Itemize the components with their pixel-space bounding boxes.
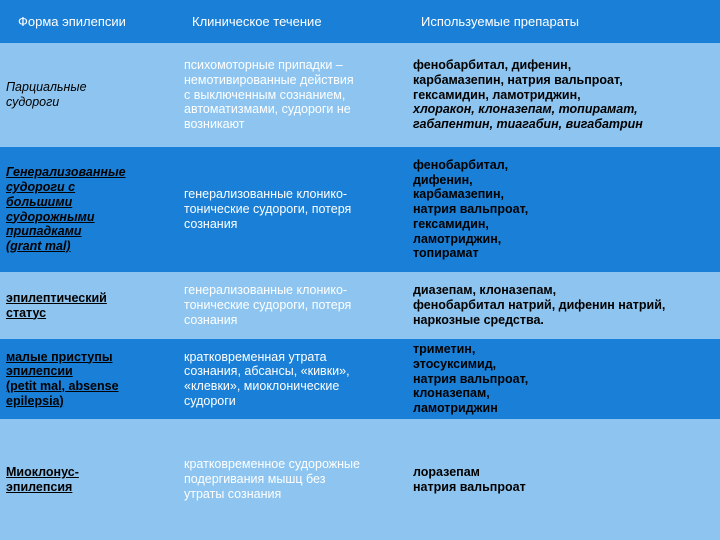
row2-drugs-line: фенобарбитал, [413, 157, 509, 172]
row3-course-line: генерализованные клонико- [184, 283, 348, 298]
row2-drugs-line: натрия вальпроат, [413, 202, 529, 217]
row4-course-line: сознания, абсансы, «кивки», [184, 364, 350, 379]
row2-drugs-line: дифенин, [413, 172, 473, 187]
row4-form-line: эпилепсии [6, 364, 73, 379]
row4-form-line: малые приступы [6, 349, 113, 364]
row1-course-line: психомоторные припадки – [184, 58, 343, 73]
row4-form-line: (petit mal, absense [6, 379, 119, 393]
row2-drugs [407, 147, 720, 272]
row5-drugs-line: натрия вальпроат [413, 479, 526, 494]
row4-drugs-line: клоназепам, [413, 386, 490, 401]
row4-course [178, 339, 407, 419]
row4-drugs-line: триметин, [413, 342, 476, 357]
row3-form-line: эпилептический [6, 290, 107, 305]
header-form [0, 0, 178, 43]
row4-form [0, 339, 178, 419]
row2-form-line: судороги с [6, 180, 76, 194]
row2-drugs-line: гексамидин, [413, 216, 489, 231]
row3-drugs-line: фенобарбитал натрий, дифенин натрий, [413, 298, 666, 313]
row2-course-line: генерализованные клонико- [184, 187, 348, 202]
row2-drugs-line: карбамазепин, [413, 187, 504, 202]
row4-form-line: epilepsia) [6, 393, 64, 408]
header-form-text: Форма эпилепсии [18, 13, 126, 29]
header-drugs [407, 0, 720, 43]
row2-drugs-line: топирамат [413, 246, 479, 261]
row2-drugs-line: ламотриджин, [413, 231, 502, 246]
row2-form-line: судорожными [6, 209, 95, 224]
row1-course [178, 43, 407, 147]
row3-course-line: сознания [184, 312, 238, 327]
row1-course-line: возникают [184, 117, 245, 132]
row5-form-line: эпилепсия [6, 479, 73, 494]
row1-course-line: немотивированные действия [184, 72, 354, 87]
row1-drugs-line: габапентин, тиагабин, вигабатрин [413, 117, 643, 132]
row2-form-line: большими [6, 194, 73, 209]
row1-drugs-line: фенобарбитал, дифенин, [413, 58, 572, 73]
row4-drugs [407, 339, 720, 419]
row1-drugs [407, 43, 720, 147]
row5-course-line: кратковременное судорожные [184, 457, 360, 472]
row4-course-line: кратковременная утрата [184, 349, 327, 364]
row3-drugs [407, 272, 720, 339]
row3-course-line: тонические судороги, потеря [184, 298, 352, 313]
row1-form-line: судороги [6, 95, 60, 109]
row1-form-line: Парциальные [6, 80, 87, 95]
row1-drugs-line: хлоракон, клоназепам, топирамат, [413, 102, 638, 117]
row2-form-line: Генерализованные [6, 165, 126, 180]
row2-form-line: (grant mal) [6, 239, 71, 253]
row5-course-line: подергивания мышц без [184, 472, 326, 487]
row2-course-line: сознания [184, 216, 238, 231]
row1-drugs-line: гексамидин, ламотриджин, [413, 87, 581, 102]
row3-form-line: статус [6, 305, 47, 320]
row3-drugs-line: диазепам, клоназепам, [413, 283, 557, 298]
header-drugs-text: Используемые препараты [421, 13, 579, 29]
row3-form [0, 272, 178, 339]
row5-drugs-line: лоразепам [413, 464, 480, 479]
row1-form [0, 43, 178, 147]
row4-drugs-line: этосуксимид, [413, 356, 497, 371]
row2-form [0, 147, 178, 272]
row4-course-line: судороги [184, 393, 236, 408]
row4-drugs-line: натрия вальпроат, [413, 371, 529, 386]
header-course-text: Клиническое течение [192, 13, 322, 29]
row1-course-line: с выключенным сознанием, [184, 87, 346, 102]
row5-course [178, 419, 407, 540]
row3-drugs-line: наркозные средства. [413, 312, 544, 327]
row2-form-line: припадками [6, 224, 82, 239]
row1-drugs-line: карбамазепин, натрия вальпроат, [413, 72, 623, 87]
row5-course-line: утраты сознания [184, 486, 282, 501]
row2-course [178, 147, 407, 272]
row4-course-line: «клевки», миоклонические [184, 379, 340, 393]
row2-course-line: тонические судороги, потеря [184, 202, 352, 217]
row4-drugs-line: ламотриджин [413, 401, 498, 416]
row1-course-line: автоматизмами, судороги не [184, 102, 351, 117]
row5-drugs [407, 419, 720, 540]
row3-course [178, 272, 407, 339]
row5-form [0, 419, 178, 540]
row5-form-line: Миоклонус- [6, 464, 79, 479]
header-course [178, 0, 407, 43]
